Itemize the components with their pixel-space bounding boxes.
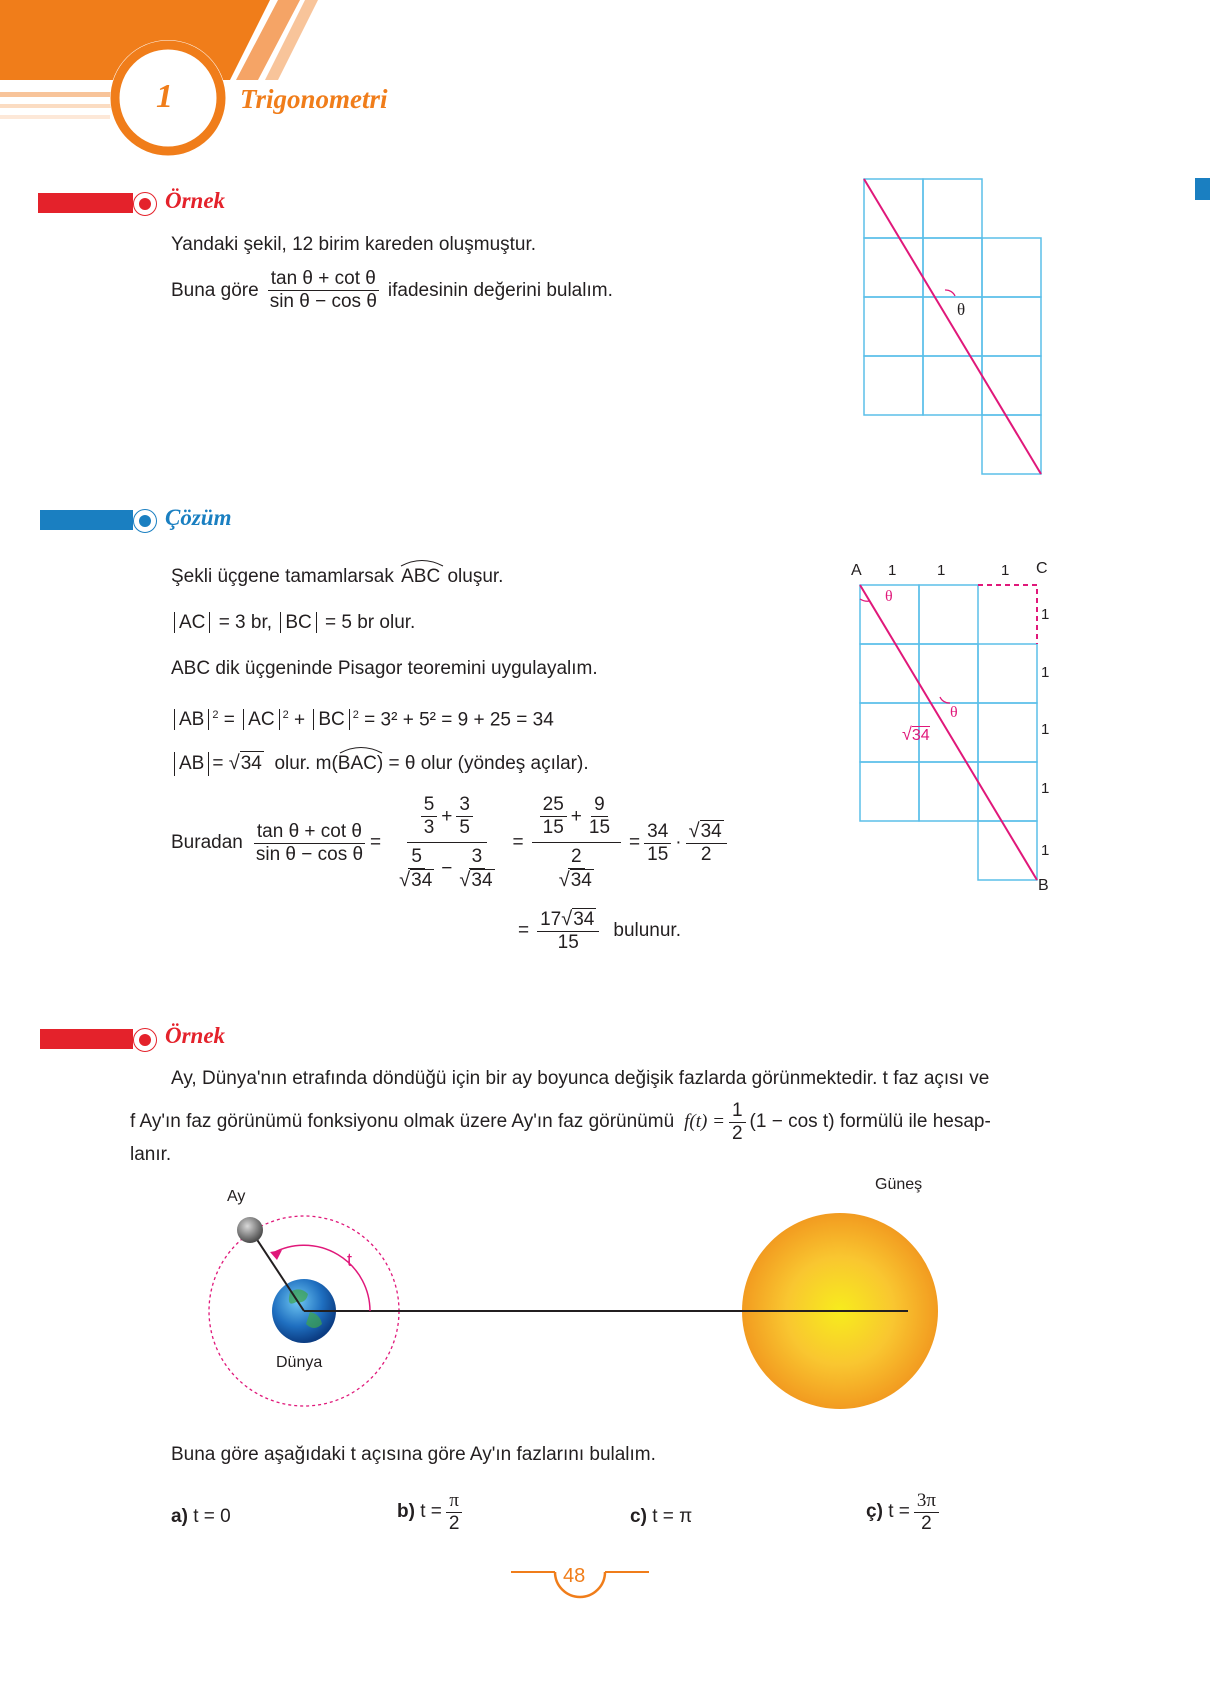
chapter-number: 1 xyxy=(156,78,173,115)
half-fraction: $\frac{1}{2}$ xyxy=(729,1100,746,1145)
option-c: c) t = π xyxy=(630,1506,693,1527)
dashed-completion xyxy=(978,585,1037,644)
example-title: Örnek xyxy=(165,188,226,213)
figure2-theta-mid: θ xyxy=(950,704,958,721)
figure2-top-label: 1 xyxy=(888,562,897,579)
solution-bar xyxy=(40,510,133,530)
option-b: b) t = $\frac{\pi}{2}$ xyxy=(397,1487,466,1537)
example2-question: Buna göre aşağıdaki t açısına göre Ay'ın fazlarını bulalım. xyxy=(171,1444,656,1465)
solution-line4: AB $^2$ = AC $^2$ + BC $^2$ = 3² + 5² = 9 + 25 = 34 xyxy=(171,703,554,732)
figure2-right-label: 1 xyxy=(1041,842,1050,859)
example2-paragraph-line2: f Ay'ın faz görünümü fonksiyonu olmak üzere Ay'ın faz görünümü f(t) = $\frac{1}{2}$ (1 − cos t) formülü ile hesap- xyxy=(130,1099,991,1144)
side-tab-marker xyxy=(1195,178,1210,200)
figure2-theta-a: θ xyxy=(885,588,893,605)
hypotenuse-ab xyxy=(860,585,1037,880)
earth-label: Dünya xyxy=(276,1354,323,1371)
example1-line1: Yandaki şekil, 12 birim kareden oluşmuştur. xyxy=(171,234,537,255)
arc-bac: BAC xyxy=(338,752,377,776)
example2-bar xyxy=(40,1029,133,1049)
diagonal-line xyxy=(864,179,1041,474)
example1-expression: $\frac{\text{tan θ + cot θ}}{\text{sin θ − cos θ}}$ xyxy=(269,268,377,312)
figure2-label-b: B xyxy=(1038,877,1049,894)
option-a: a) t = 0 xyxy=(171,1506,231,1527)
result-fraction: $\frac{17√34}{15}$ xyxy=(537,908,599,954)
figure1-theta-label: θ xyxy=(957,300,966,319)
chapter-title: Trigonometri xyxy=(240,84,388,114)
sun-label: Güneş xyxy=(875,1176,923,1193)
ratio-tan-over-sin: $\frac{\text{tan θ + cot θ}}{\text{sin θ − cos θ}}$ xyxy=(255,820,364,865)
option-cc: ç) t = $\frac{3\pi}{2}$ xyxy=(866,1487,943,1537)
figure2-right-label: 1 xyxy=(1041,721,1050,738)
page-number: 48 xyxy=(563,1565,586,1587)
solution-line3: ABC dik üçgeninde Pisagor teoremini uygulayalım. xyxy=(171,658,598,679)
example2-bullet-icon xyxy=(133,1028,157,1052)
figure2-top-label: 1 xyxy=(937,562,946,579)
example1-line2: Buna göre $\frac{\text{tan θ + cot θ}}{\text{sin θ − cos θ}}$ ifadesinin değerini bulalım. xyxy=(171,268,613,312)
solution-line1: Şekli üçgene tamamlarsak ABC oluşur. xyxy=(171,565,503,589)
example-bar xyxy=(38,193,133,213)
solution-bullet-icon xyxy=(133,509,157,533)
fraction-sqrt34-2: $\frac{√34}{2}$ xyxy=(686,820,727,866)
figure2-right-label: 1 xyxy=(1041,780,1050,797)
figure2-right-label: 1 xyxy=(1041,606,1050,623)
solution-line5: AB = √ 34 olur. m( BAC ) = θ olur (yöndeş açılar). xyxy=(171,751,589,776)
fraction-34-15: $\frac{34}{15}$ xyxy=(644,821,671,866)
solution-fraction-line: Buradan $\frac{\text{tan θ + cot θ}}{\text{sin θ − cos θ}}$ = $\frac{5}{3}$ + $\frac{3}{5}$ $\frac{5}{√34}$ − $\frac{3}{√34}$ = $\frac{25}{15}$ + $\frac{9}{15}$ $\frac{2}{√34}$ = $\frac{34}{15}$ · $\frac{√34}{2}$ xyxy=(171,788,731,898)
complex-fraction-2: $\frac{25}{15}$ + $\frac{9}{15}$ $\frac{2}{√34}$ xyxy=(532,794,621,892)
figure2-label-c: C xyxy=(1036,560,1048,577)
angle-t-label: t xyxy=(347,1250,353,1270)
solution-line2: AC = 3 br, BC = 5 br olur. xyxy=(171,611,415,635)
example2-paragraph-line1: Ay, Dünya'nın etrafında döndüğü için bir ay boyunca değişik fazlarda görünmektedir. t faz açısı ve xyxy=(171,1068,990,1089)
example2-paragraph-line3: lanır. xyxy=(130,1144,172,1165)
example-bullet-icon xyxy=(133,192,157,216)
arc-abc: ABC xyxy=(399,565,442,589)
figure2-sqrt34-label: √34 xyxy=(902,724,930,744)
example2-title: Örnek xyxy=(165,1023,226,1048)
moon-label: Ay xyxy=(227,1188,246,1205)
moon-body xyxy=(237,1217,263,1243)
figure2-top-label: 1 xyxy=(1001,562,1010,579)
grid-figure-1 xyxy=(860,175,1050,475)
moon-phase-figure xyxy=(190,1180,1030,1420)
figure2-right-label: 1 xyxy=(1041,664,1050,681)
solution-title: Çözüm xyxy=(165,505,232,530)
complex-fraction-1: $\frac{5}{3}$ + $\frac{3}{5}$ $\frac{5}{√34}$ − $\frac{3}{√34}$ xyxy=(399,794,493,891)
figure2-label-a: A xyxy=(851,562,862,579)
solution-result: = $\frac{17√34}{15}$ bulunur. xyxy=(518,908,681,953)
